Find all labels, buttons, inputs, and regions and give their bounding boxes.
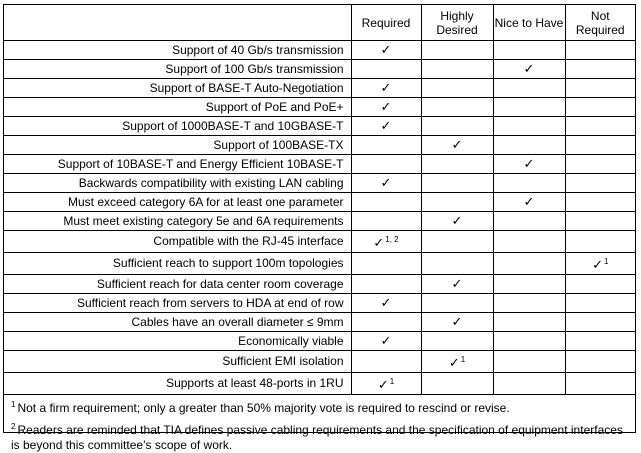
checkmark-icon: ✓: [451, 213, 463, 228]
table-row: [4, 373, 635, 395]
table-row: [4, 294, 635, 313]
checkmark-icon: ✓: [380, 80, 392, 95]
footnote-reference: 1: [389, 377, 395, 386]
table-row: [4, 332, 635, 351]
rating-cell: [351, 253, 421, 275]
rating-cell: [351, 212, 421, 231]
rating-cell: [493, 313, 565, 332]
table-row: [4, 275, 635, 294]
rating-cell: [421, 60, 493, 79]
checkmark-icon: ✓: [380, 99, 392, 114]
rating-cell: [565, 117, 635, 136]
rating-cell: [421, 294, 493, 313]
rating-cell: [565, 253, 635, 275]
checkmark-icon: ✓: [523, 194, 535, 209]
table-row: [4, 231, 635, 253]
rating-cell: [351, 117, 421, 136]
table-row: [4, 212, 635, 231]
rating-cell: [421, 231, 493, 253]
rating-cell: [565, 41, 635, 60]
rating-cell: [421, 155, 493, 174]
rating-cell: [565, 60, 635, 79]
rating-cell: [421, 313, 493, 332]
rating-cell: [565, 313, 635, 332]
table-row: [4, 155, 635, 174]
footnote-text: Readers are reminded that TIA defines passive cabling requirements and the specification of equipment interfaces is beyond this committee’s scope of work.: [11, 423, 623, 452]
rating-cell: [493, 253, 565, 275]
rating-cell: [421, 253, 493, 275]
rating-cell: [351, 231, 421, 253]
checkmark-icon: ✓: [451, 314, 463, 329]
requirement-label: Compatible with the RJ-45 interface: [4, 231, 351, 253]
requirement-label: Must meet existing category 5e and 6A requirements: [4, 212, 351, 231]
header-cell-nice-to-have: Nice to Have: [493, 5, 565, 41]
checkmark-icon: ✓: [380, 333, 392, 348]
table-row: [4, 117, 635, 136]
checkmark-icon: ✓: [380, 295, 392, 310]
header-cell-required: Required: [351, 5, 421, 41]
requirement-label: Cables have an overall diameter ≤ 9mm: [4, 313, 351, 332]
table-row: [4, 174, 635, 193]
table-row: [4, 253, 635, 275]
footnote-text: Not a firm requirement; only a greater than 50% majority vote is required to rescind or revise.: [17, 401, 510, 415]
checkmark-icon: ✓: [523, 156, 535, 171]
rating-cell: [351, 373, 421, 395]
table-row: [4, 98, 635, 117]
rating-cell: [421, 174, 493, 193]
rating-cell: [351, 41, 421, 60]
rating-cell: [351, 332, 421, 351]
rating-cell: [351, 351, 421, 373]
rating-cell: [493, 60, 565, 79]
header-row: [4, 5, 635, 41]
footnotes: [4, 395, 635, 453]
rating-cell: [421, 351, 493, 373]
rating-cell: [421, 117, 493, 136]
rating-cell: [493, 294, 565, 313]
rating-cell: [493, 117, 565, 136]
footnote-marker: 1: [11, 400, 16, 409]
rating-cell: [565, 136, 635, 155]
rating-cell: [493, 212, 565, 231]
rating-cell: [351, 193, 421, 212]
checkmark-icon: ✓: [523, 61, 535, 76]
requirement-label: Support of PoE and PoE+: [4, 98, 351, 117]
table-body: [4, 41, 635, 395]
footnote-2: [11, 419, 629, 453]
rating-cell: [421, 212, 493, 231]
rating-cell: [565, 193, 635, 212]
rating-cell: [493, 275, 565, 294]
requirement-label: Sufficient reach from servers to HDA at end of row: [4, 294, 351, 313]
footnote-reference: 1, 2: [385, 235, 399, 244]
rating-cell: [493, 41, 565, 60]
requirement-label: Backwards compatibility with existing LAN cabling: [4, 174, 351, 193]
rating-cell: [351, 79, 421, 98]
rating-cell: [493, 136, 565, 155]
table-row: [4, 41, 635, 60]
rating-cell: [493, 332, 565, 351]
rating-cell: [565, 275, 635, 294]
rating-cell: [565, 373, 635, 395]
checkmark-icon: ✓: [451, 276, 463, 291]
rating-cell: [493, 174, 565, 193]
rating-cell: [565, 351, 635, 373]
rating-cell: [421, 373, 493, 395]
table-row: [4, 60, 635, 79]
rating-cell: [493, 231, 565, 253]
requirement-label: Support of 100 Gb/s transmission: [4, 60, 351, 79]
rating-cell: [565, 174, 635, 193]
checkmark-icon: ✓: [373, 235, 385, 250]
rating-cell: [351, 294, 421, 313]
rating-cell: [565, 231, 635, 253]
rating-cell: [351, 98, 421, 117]
table-row: [4, 136, 635, 155]
rating-cell: [351, 275, 421, 294]
footnote-marker: 2: [11, 422, 16, 431]
rating-cell: [421, 98, 493, 117]
checkmark-icon: ✓: [592, 257, 603, 272]
rating-cell: [565, 98, 635, 117]
rating-cell: [565, 79, 635, 98]
rating-cell: [565, 294, 635, 313]
rating-cell: [421, 193, 493, 212]
checkmark-icon: ✓: [451, 137, 463, 152]
requirement-label: Support of BASE-T Auto-Negotiation: [4, 79, 351, 98]
rating-cell: [351, 313, 421, 332]
requirement-label: Sufficient reach to support 100m topologies: [4, 253, 351, 275]
requirement-label: Supports at least 48-ports in 1RU: [4, 373, 351, 395]
requirement-label: Support of 100BASE-TX: [4, 136, 351, 155]
header-cell-highly-desired: Highly Desired: [421, 5, 493, 41]
rating-cell: [493, 373, 565, 395]
table-row: [4, 313, 635, 332]
requirements-table-frame: [3, 4, 636, 452]
checkmark-icon: ✓: [377, 377, 389, 392]
checkmark-icon: ✓: [380, 42, 392, 57]
rating-cell: [493, 193, 565, 212]
rating-cell: [351, 174, 421, 193]
rating-cell: [493, 351, 565, 373]
footnote-reference: 1: [603, 257, 609, 266]
rating-cell: [565, 332, 635, 351]
table-row: [4, 79, 635, 98]
rating-cell: [351, 136, 421, 155]
requirement-label: Must exceed category 6A for at least one parameter: [4, 193, 351, 212]
rating-cell: [421, 332, 493, 351]
checkmark-icon: ✓: [380, 118, 392, 133]
rating-cell: [421, 79, 493, 98]
header-cell-not-required: Not Required: [565, 5, 635, 41]
requirement-label: Support of 40 Gb/s transmission: [4, 41, 351, 60]
rating-cell: [493, 155, 565, 174]
checkmark-icon: ✓: [448, 355, 460, 370]
rating-cell: [421, 136, 493, 155]
rating-cell: [421, 275, 493, 294]
requirement-label: Support of 1000BASE-T and 10GBASE-T: [4, 117, 351, 136]
rating-cell: [493, 79, 565, 98]
header-cell-blank: [4, 5, 351, 41]
requirements-table: [4, 5, 635, 395]
checkmark-icon: ✓: [380, 175, 392, 190]
table-row: [4, 193, 635, 212]
rating-cell: [493, 98, 565, 117]
rating-cell: [565, 212, 635, 231]
rating-cell: [351, 60, 421, 79]
rating-cell: [351, 155, 421, 174]
requirement-label: Sufficient EMI isolation: [4, 351, 351, 373]
table-row: [4, 351, 635, 373]
rating-cell: [565, 155, 635, 174]
rating-cell: [421, 41, 493, 60]
requirement-label: Economically viable: [4, 332, 351, 351]
footnote-reference: 1: [460, 355, 466, 364]
footnote-1: [11, 397, 629, 416]
requirement-label: Support of 10BASE-T and Energy Efficient 10BASE-T: [4, 155, 351, 174]
requirement-label: Sufficient reach for data center room coverage: [4, 275, 351, 294]
